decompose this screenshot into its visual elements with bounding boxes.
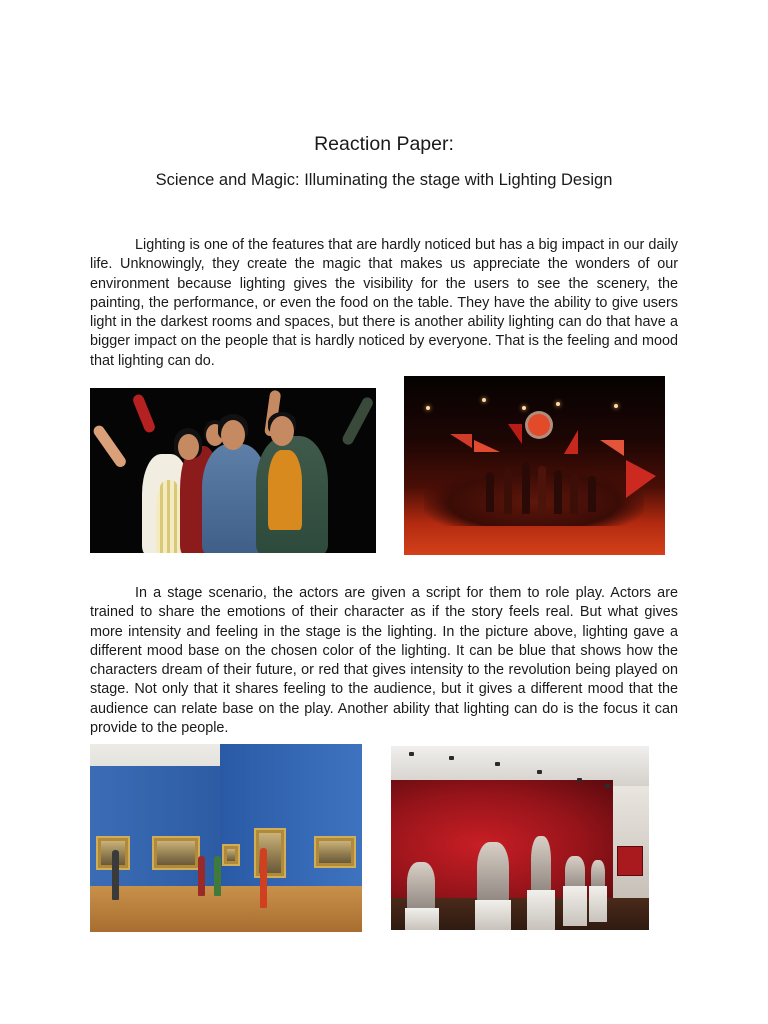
paper-title: Reaction Paper: xyxy=(314,133,454,155)
red-stage-revolution-photo xyxy=(404,376,665,555)
body-paragraph-1: Lighting is one of the features that are hardly noticed but has a big impact in our daily life. Unknowingly, they create the magic that makes us appreciate the wonders of our environment because lighting gives the visibility for the users to see the scenery, the painting, the performance, or even the food on the table. They have the ability to give users light in the darkest rooms and spaces, but there is another ability lighting can do that have a bigger impact on the people that is hardly noticed by everyone. That is the feeling and mood that lighting can do. xyxy=(90,237,678,369)
paper-subtitle: Science and Magic: Illuminating the stage with Lighting Design xyxy=(155,171,613,189)
blue-gallery-photo xyxy=(90,744,362,932)
red-museum-sculptures-photo xyxy=(391,746,649,930)
actors-spotlight-photo xyxy=(90,388,376,553)
body-paragraph-2: In a stage scenario, the actors are given a script for them to role play. Actors are trained to share the emotions of their character as if the story feels real. But what gives more intensity and feeling in the stage is the lighting. In the picture above, lighting gave a different mood base on the chosen color of the lighting. It can be blue that shows how the characters dream of their future, or red that gives intensity to the revolution being played on stage. Not only that it shares feeling to the audience, but it gives a different mood that the audience can relate base on the play. Another ability that lighting can do is the focus it can provide to the people. xyxy=(90,585,678,737)
